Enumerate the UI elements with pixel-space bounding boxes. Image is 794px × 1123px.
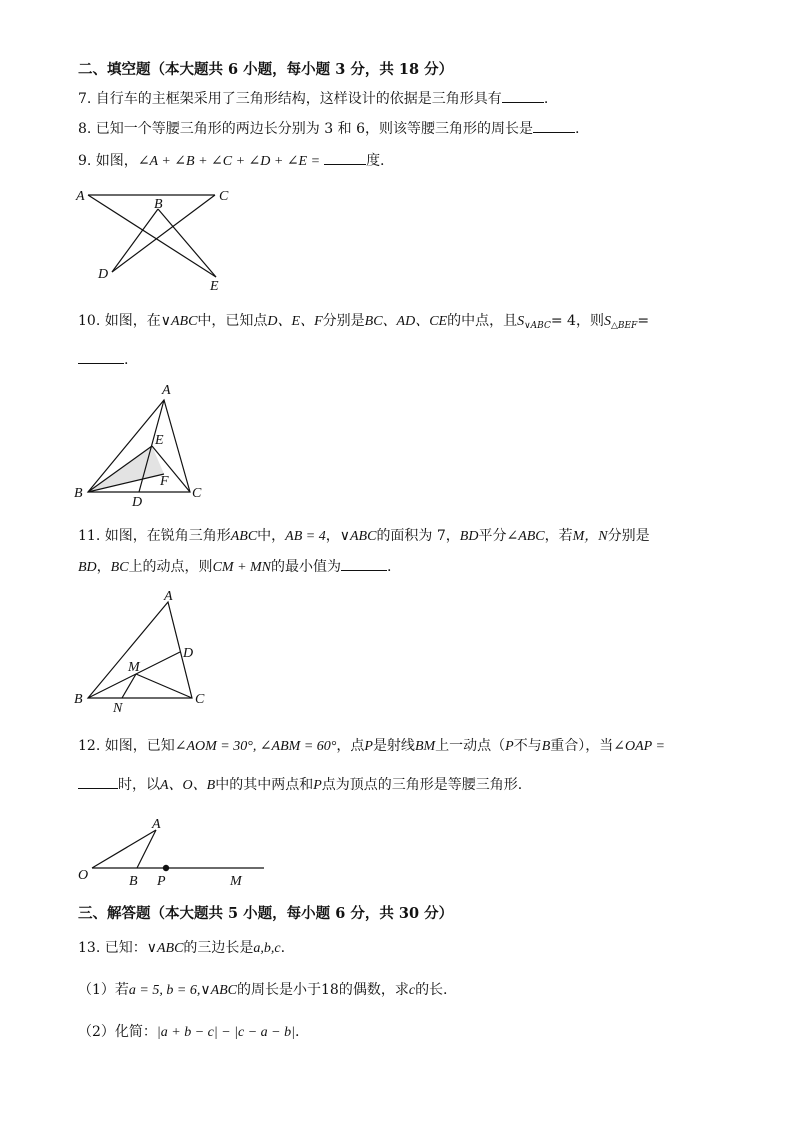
question-9 (78, 150, 385, 172)
fig10-label-b: B (74, 486, 83, 501)
question-12-angles: ∠AOM = 30°, ∠ABM = 60° (174, 739, 337, 754)
question-11-area-text: 的面积为 7， (376, 528, 460, 544)
figure-10 (72, 378, 212, 508)
question-7-text: 7. 自行车的主框架采用了三角形结构，这样设计的依据是三角形具有 (78, 91, 502, 107)
question-13-part-2-end: . (294, 1024, 300, 1040)
question-8-end: . (574, 121, 580, 137)
question-9-text-post: 度. (366, 153, 385, 169)
question-12-end-text: 点为顶点的三角形是等腰三角形. (321, 777, 523, 793)
question-11-moving-text: 上的动点，则 (128, 559, 213, 575)
question-10-text-mid: 中，已知点 (197, 313, 268, 329)
fig10-label-d: D (132, 495, 143, 510)
question-12-ray-text: 是射线 (372, 738, 415, 754)
question-10-area-bef-subscript: △BEF (610, 321, 638, 331)
fig9-label-e: E (210, 279, 219, 294)
question-12-bm: BM (414, 739, 436, 754)
question-10-answer-line (78, 349, 128, 370)
question-11-end: . (387, 559, 392, 575)
answer-blank-10 (78, 349, 124, 364)
question-13-part-2 (78, 1022, 299, 1043)
question-13-part-1-mid2: 的偶数，求 (338, 982, 409, 998)
fig9-label-c: C (219, 189, 229, 204)
question-10-triangle: ∨ABC (160, 314, 198, 329)
question-13-text-pre: 13. 已知： (78, 940, 147, 956)
answer-blank-12 (78, 774, 118, 789)
answer-blank-7 (502, 88, 544, 103)
question-12-line-2 (78, 774, 522, 796)
answer-blank-11 (341, 556, 387, 571)
question-10-area-abc-value: = 4 (550, 313, 576, 329)
figure-12 (74, 812, 274, 892)
question-13-part-2-expression: |a + b − c| − |c − a − b| (156, 1025, 295, 1040)
question-11-expression: CM + MN (212, 560, 272, 575)
question-11-mn: M，N (572, 529, 608, 544)
figure-11 (72, 588, 222, 716)
question-11-comma: ， (325, 528, 340, 544)
fig12-label-p: P (157, 874, 166, 889)
question-12-two-points-text: 中的其中两点和 (215, 777, 314, 793)
question-8 (78, 118, 579, 139)
fig11-label-m: M (128, 660, 140, 675)
question-11-line1-end: 分别是 (607, 528, 650, 544)
question-13-part-2-pre: （2）化简： (78, 1024, 157, 1040)
question-10-area-abc-subscript: ∨ABC (524, 321, 551, 331)
fig9-label-a: A (76, 189, 85, 204)
question-11-min-text: 的最小值为 (271, 559, 342, 575)
question-13-part-1-end: 的长. (415, 982, 448, 998)
question-12-moving-text: 上一动点（ (435, 738, 506, 754)
question-10-equals: = (637, 313, 650, 329)
question-11-bd-2: BD (78, 560, 97, 575)
question-7 (78, 88, 548, 109)
question-13-triangle: ∨ABC (146, 941, 184, 956)
question-13-sides: a,b,c (253, 941, 281, 956)
question-12-b: B (541, 739, 551, 754)
question-13-text-mid: 的三边长是 (183, 940, 254, 956)
fig11-label-a: A (164, 589, 173, 604)
answer-blank-8 (533, 118, 575, 133)
fig10-label-a: A (162, 383, 171, 398)
question-10-segments: BC、AD、CE (364, 314, 448, 329)
question-12-coincide-text: 重合），当 (550, 738, 614, 754)
question-10-text-mid3: 的中点，且 (447, 313, 518, 329)
section-2-heading: 二、填空题（本大题共 6 小题，每小题 3 分，共 18 分） (78, 61, 454, 78)
question-11-bisect-text: 平分 (478, 528, 507, 544)
question-10 (78, 311, 649, 336)
fig10-label-e: E (155, 433, 164, 448)
fig12-label-a: A (152, 817, 161, 832)
question-10-points: D、E、F (267, 314, 323, 329)
question-13-part-1-pre: （1）若 (78, 982, 129, 998)
question-11-line-2 (78, 556, 391, 578)
fig11-label-n: N (113, 701, 123, 716)
question-11-text-mid: 中， (257, 528, 286, 544)
question-11-triangle: ∨ABC (339, 529, 377, 544)
fig10-label-c: C (192, 486, 202, 501)
question-12-point-text: ，点 (336, 738, 365, 754)
question-10-end: . (124, 352, 129, 368)
question-10-area-bef: S (603, 314, 611, 329)
question-12-text-pre: 12. 如图，已知 (78, 738, 175, 754)
fig12-label-b: B (129, 874, 138, 889)
question-12-not-text: 不与 (513, 738, 542, 754)
question-13-part-1-c: c (408, 983, 416, 998)
fig10-label-f: F (160, 474, 169, 489)
question-9-text-pre: 9. 如图， (78, 153, 138, 169)
question-11-ab-length: AB = 4 (285, 529, 326, 544)
answer-blank-9 (324, 150, 366, 165)
question-13-part-1-expression: a = 5, b = 6,∨ABC (128, 983, 238, 998)
question-7-end: . (543, 91, 549, 107)
fig12-point-p (163, 865, 169, 871)
question-11-sep: ， (96, 559, 111, 575)
fig12-label-o: O (78, 868, 89, 883)
question-11-angle: ∠ABC (506, 529, 545, 544)
figure-9 (70, 180, 250, 295)
fig9-label-b: B (154, 197, 163, 212)
question-13-end: . (280, 940, 286, 956)
question-11-bd: BD (459, 529, 479, 544)
question-10-text-pre: 10. 如图，在 (78, 313, 161, 329)
question-13-part-1-mid: 的周长是小于 (237, 982, 322, 998)
question-12-points: A、O、B (160, 778, 216, 793)
fig12-label-m: M (230, 874, 242, 889)
question-13 (78, 938, 285, 959)
question-13-part-1 (78, 980, 448, 1001)
question-12-p3: P (313, 778, 322, 793)
question-8-text: 8. 已知一个等腰三角形的两边长分别为 3 和 6，则该等腰三角形的周长是 (78, 121, 533, 137)
question-12-line-1 (78, 736, 665, 757)
question-12-when-text: 时，以 (118, 777, 160, 793)
question-10-text-mid4: ，则 (575, 313, 604, 329)
fig11-label-b: B (74, 692, 83, 707)
fig11-label-d: D (183, 646, 194, 661)
question-9-expression: ∠A + ∠B + ∠C + ∠D + ∠E = (137, 154, 321, 169)
question-12-p2: P (505, 739, 514, 754)
fig9-label-d: D (98, 267, 109, 282)
question-12-oap: ∠OAP = (613, 739, 665, 754)
question-12-p: P (364, 739, 373, 754)
question-11-if-text: ，若 (544, 528, 573, 544)
question-11-bc: BC (110, 560, 129, 575)
question-11-line-1 (78, 526, 650, 547)
question-10-area-abc: S (517, 314, 525, 329)
question-13-part-1-number: 18 (321, 982, 339, 998)
fig11-label-c: C (195, 692, 205, 707)
question-11-text-pre: 11. 如图，在锐角三角形 (78, 528, 231, 544)
section-3-heading: 三、解答题（本大题共 5 小题，每小题 6 分，共 30 分） (78, 905, 454, 922)
question-11-triangle-name: ABC (230, 529, 258, 544)
question-10-text-mid2: 分别是 (322, 313, 365, 329)
